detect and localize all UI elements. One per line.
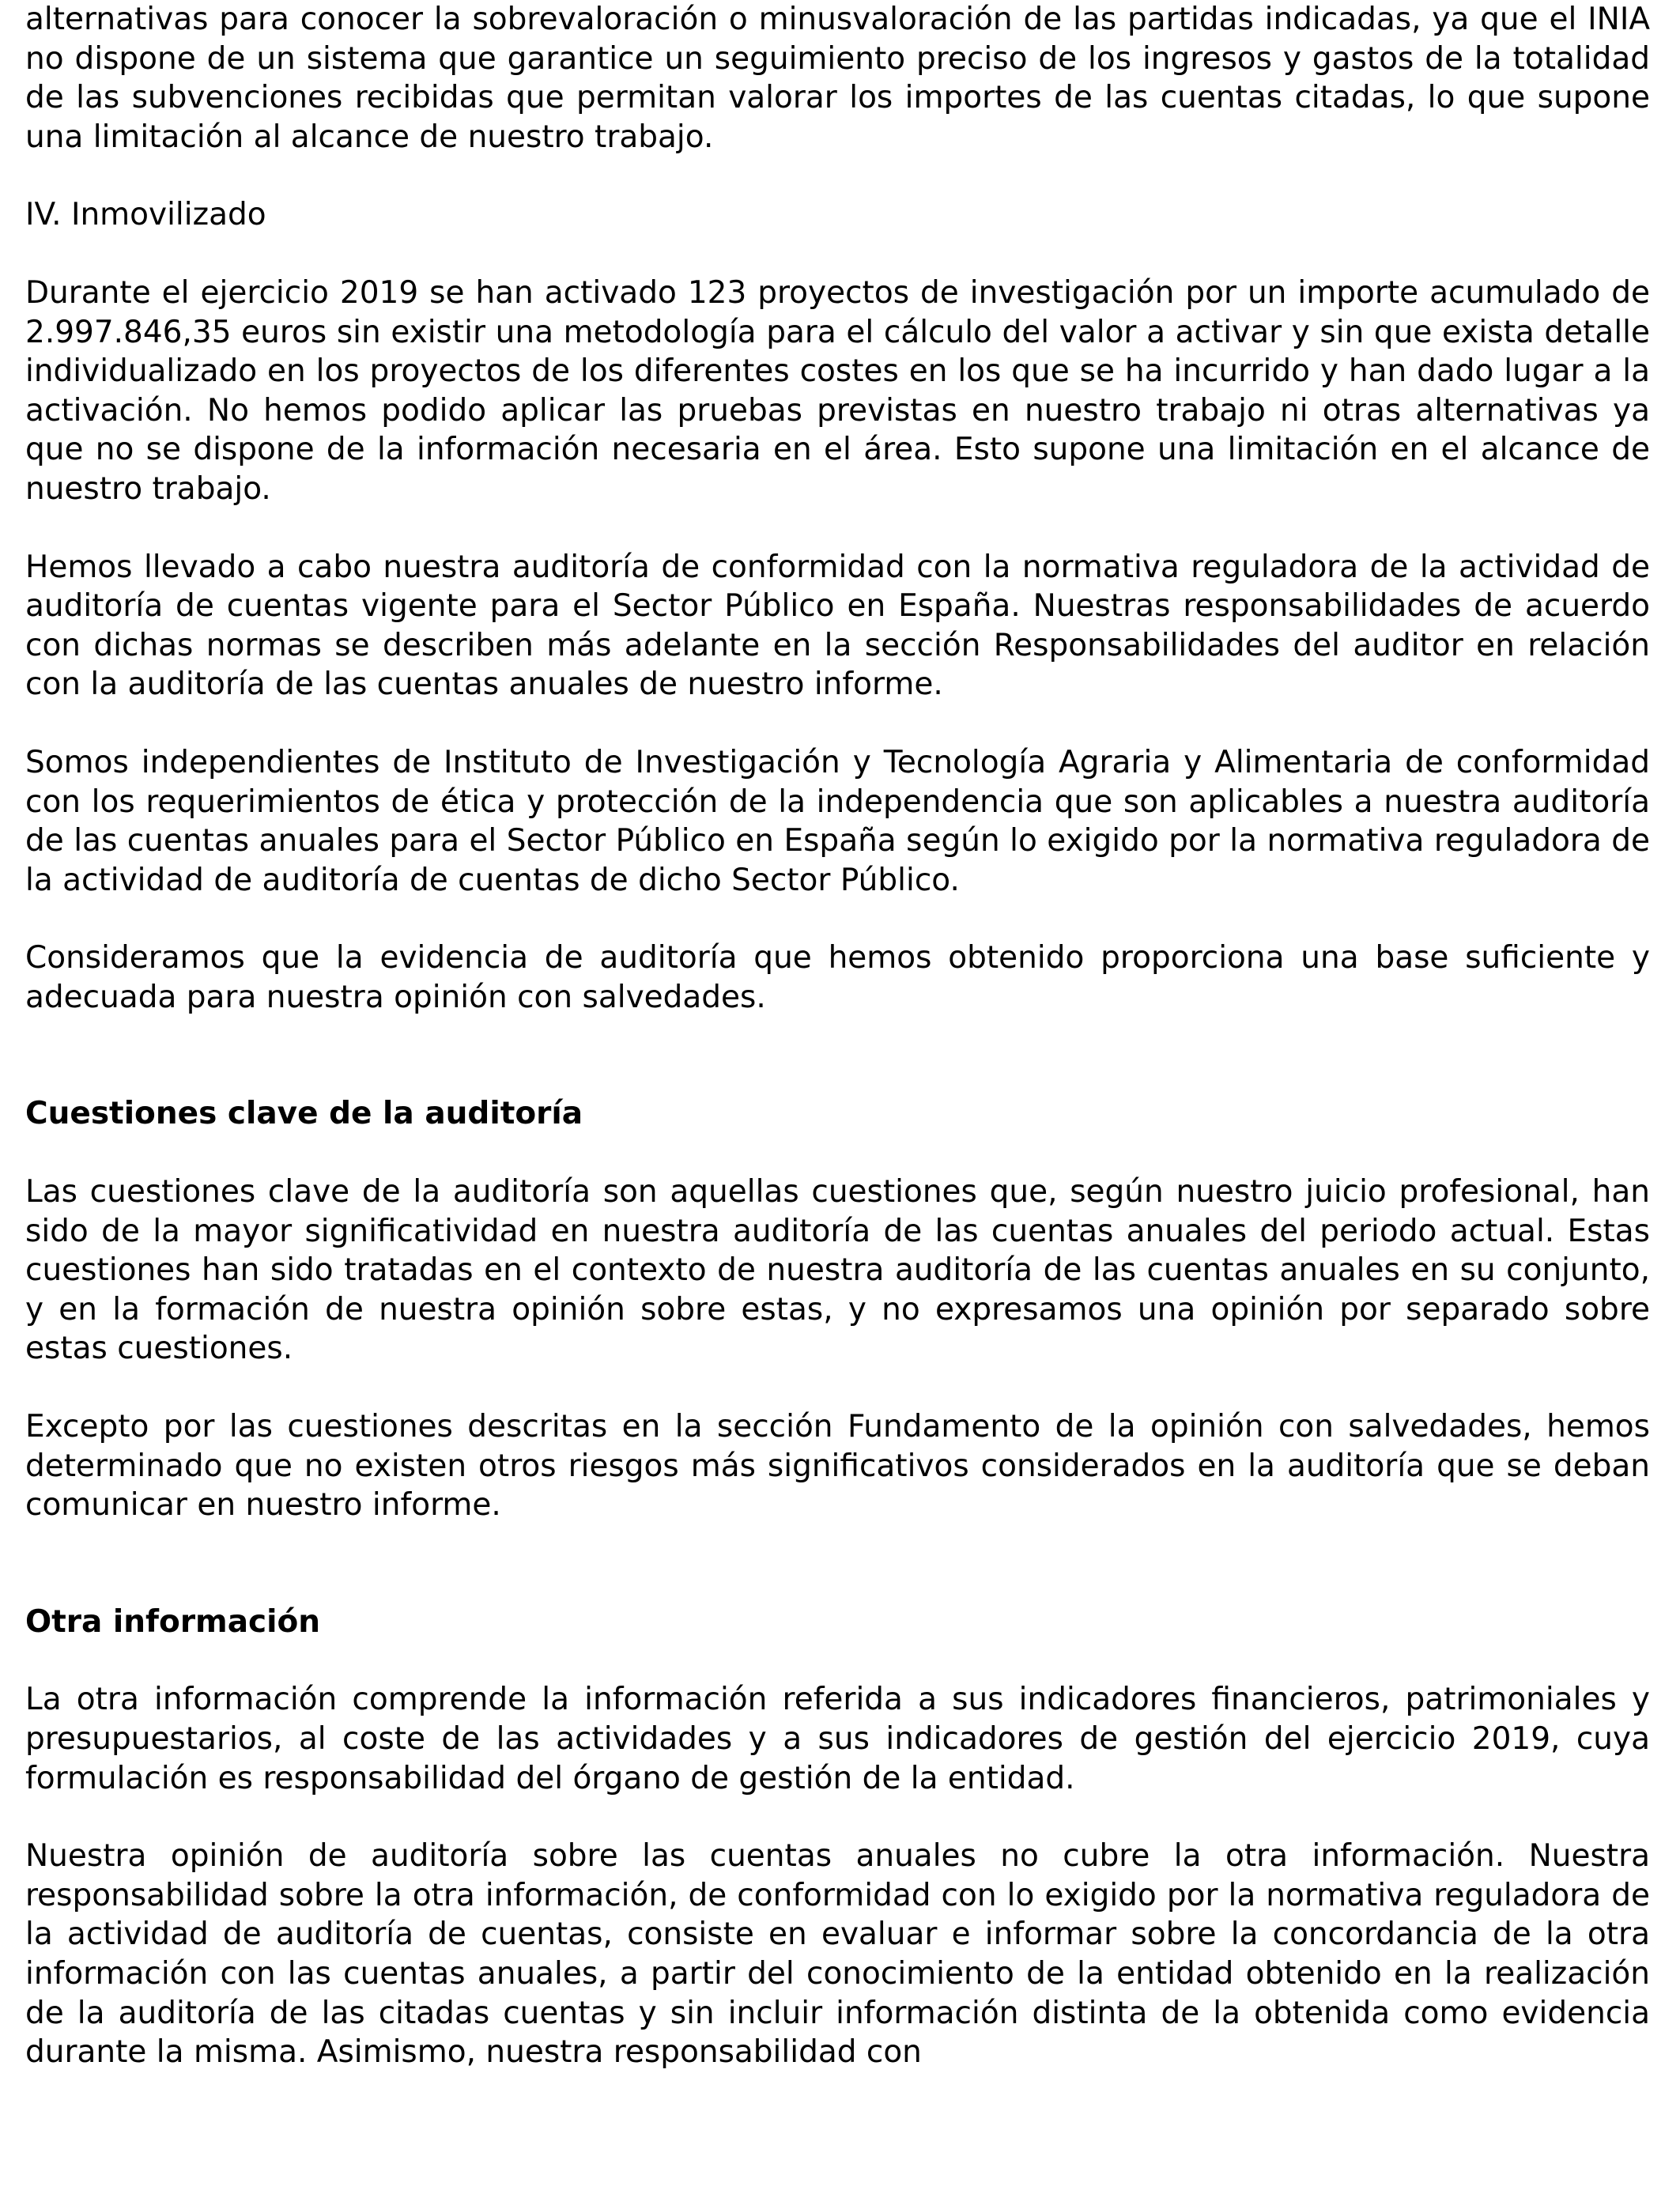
spacer	[25, 157, 1650, 195]
spacer	[25, 1525, 1650, 1603]
subheading-inmovilizado: IV. Inmovilizado	[25, 197, 266, 233]
spacer	[25, 1017, 1650, 1094]
paragraph-otra-2: Nuestra opinión de auditoría sobre las cuentas anuales no cubre la otra información. Nuestra responsabilidad sobre la otra información, de conformidad con lo exigido por la normativa reguladora de la actividad de auditoría de cuentas, consiste en evaluar e informar sobre la concordancia de la otra información con las cuentas anuales, a partir del conocimiento de la entidad obtenido en la realización de la auditoría de las citadas cuentas y sin incluir información distinta de la obtenida como evidencia durante la misma. Asimismo, nuestra responsabilidad con	[25, 1838, 1650, 2071]
spacer	[25, 1134, 1650, 1173]
heading-otra-informacion: Otra información	[25, 1603, 321, 1640]
paragraph-evidencia: Consideramos que la evidencia de auditoría que hemos obtenido proporciona una base suficiente y adecuada para nuestra opinión con salvedades.	[25, 940, 1650, 1015]
paragraph-otra-1: La otra información comprende la información referida a sus indicadores financieros, patrimoniales y presupuestarios, al coste de las actividades y a sus indicadores de gestión del ejercicio 2019, cuya formulación es responsabilidad del órgano de gestión de la entidad.	[25, 1682, 1650, 1796]
spacer	[25, 704, 1650, 743]
spacer	[25, 509, 1650, 548]
spacer	[25, 1641, 1650, 1680]
spacer	[25, 1798, 1650, 1837]
spacer	[25, 235, 1650, 274]
document-page	[25, 0, 1650, 2072]
paragraph-inmovilizado: Durante el ejercicio 2019 se han activado 123 proyectos de investigación por un importe acumulado de 2.997.846,35 euros sin existir una metodología para el cálculo del valor a activar y sin que exista detalle individualizado en los proyectos de los diferentes costes en los que se ha incurrido y han dado lugar a la activación. No hemos podido aplicar las pruebas previstas en nuestro trabajo ni otras alternativas ya que no se dispone de la información necesaria en el área. Esto supone una limitación en el alcance de nuestro trabajo.	[25, 274, 1650, 507]
heading-cuestiones-clave: Cuestiones clave de la auditoría	[25, 1096, 583, 1132]
paragraph-independientes: Somos independientes de Instituto de Investigación y Tecnología Agraria y Alimentaria de conformidad con los requerimientos de ética y protección de la independencia que son aplicables a nuestra auditoría de las cuentas anuales para el Sector Público en España según lo exigido por la normativa reguladora de la actividad de auditoría de cuentas de dicho Sector Público.	[25, 744, 1650, 898]
spacer	[25, 1369, 1650, 1407]
spacer	[25, 900, 1650, 938]
paragraph-normativa: Hemos llevado a cabo nuestra auditoría de conformidad con la normativa reguladora de la actividad de auditoría de cuentas vigente para el Sector Público en España. Nuestras responsabilidades de acuerdo con dichas normas se describen más adelante en la sección Responsabilidades del auditor en relación con la auditoría de las cuentas anuales de nuestro informe.	[25, 549, 1650, 703]
paragraph-cuestiones-1: Las cuestiones clave de la auditoría son aquellas cuestiones que, según nuestro juicio profesional, han sido de la mayor significatividad en nuestra auditoría de las cuentas anuales del periodo actual. Estas cuestiones han sido tratadas en el contexto de nuestra auditoría de las cuentas anuales en su conjunto, y en la formación de nuestra opinión sobre estas, y no expresamos una opinión por separado sobre estas cuestiones.	[25, 1174, 1650, 1367]
paragraph-cuestiones-2: Excepto por las cuestiones descritas en la sección Fundamento de la opinión con salvedades, hemos determinado que no existen otros riesgos más significativos considerados en la auditoría que se deban comunicar en nuestro informe.	[25, 1409, 1650, 1524]
paragraph-intro: alternativas para conocer la sobrevaloración o minusvaloración de las partidas indicadas, ya que el INIA no dispone de un sistema que garantice un seguimiento preciso de los ingresos y gastos de la totalidad de las subvenciones recibidas que permitan valorar los importes de las cuentas citadas, lo que supone una limitación al alcance de nuestro trabajo.	[25, 2, 1650, 155]
